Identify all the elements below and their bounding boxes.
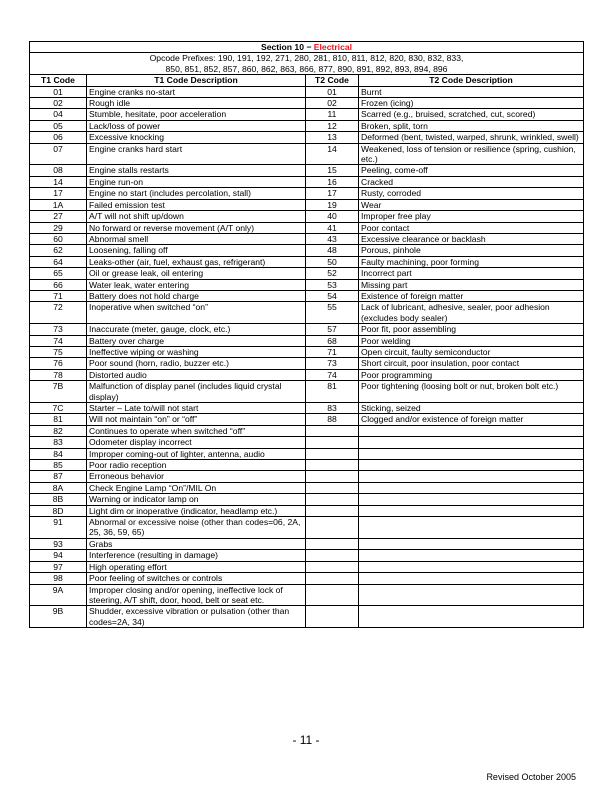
table-row bbox=[30, 233, 584, 244]
t1-description-cell: Abnormal smell bbox=[87, 233, 306, 244]
t2-code-cell: 12 bbox=[306, 120, 359, 131]
t2-code-cell: 71 bbox=[306, 346, 359, 357]
t2-code-cell bbox=[306, 494, 359, 505]
t1-description-cell: Rough idle bbox=[87, 98, 306, 109]
table-row bbox=[30, 279, 584, 290]
t1-code-cell: 66 bbox=[30, 279, 87, 290]
t1-description-cell: Improper coming-out of lighter, antenna, audio bbox=[87, 448, 306, 459]
t2-code-cell bbox=[306, 471, 359, 482]
t2-description-cell bbox=[359, 471, 584, 482]
t2-code-cell: 48 bbox=[306, 245, 359, 256]
t1-code-cell: 87 bbox=[30, 471, 87, 482]
t2-code-cell: 74 bbox=[306, 369, 359, 380]
t2-code-cell bbox=[306, 425, 359, 436]
t1-description-header: T1 Code Description bbox=[87, 75, 306, 86]
t2-code-cell: 02 bbox=[306, 98, 359, 109]
t2-code-cell bbox=[306, 584, 359, 606]
t1-code-cell: 74 bbox=[30, 335, 87, 346]
t1-code-cell: 8A bbox=[30, 482, 87, 493]
t2-description-cell bbox=[359, 517, 584, 539]
t2-description-cell: Cracked bbox=[359, 176, 584, 187]
t2-code-cell: 53 bbox=[306, 279, 359, 290]
t2-code-cell bbox=[306, 505, 359, 516]
t1-code-cell: 85 bbox=[30, 460, 87, 471]
t2-code-cell: 73 bbox=[306, 358, 359, 369]
t2-code-cell: 01 bbox=[306, 86, 359, 97]
revision-date: Revised October 2005 bbox=[486, 772, 576, 782]
t1-code-cell: 29 bbox=[30, 222, 87, 233]
table-row bbox=[30, 505, 584, 516]
t2-description-cell: Clogged and/or existence of foreign matter bbox=[359, 414, 584, 425]
t1-description-cell: Continues to operate when switched “off” bbox=[87, 425, 306, 436]
table-row bbox=[30, 290, 584, 301]
table-row bbox=[30, 211, 584, 222]
table-row bbox=[30, 165, 584, 176]
table-row bbox=[30, 550, 584, 561]
t2-description-cell: Peeling, come-off bbox=[359, 165, 584, 176]
t1-code-cell: 94 bbox=[30, 550, 87, 561]
table-row bbox=[30, 256, 584, 267]
t2-description-cell: Wear bbox=[359, 199, 584, 210]
t2-code-cell bbox=[306, 448, 359, 459]
t1-code-cell: 01 bbox=[30, 86, 87, 97]
t2-description-cell bbox=[359, 584, 584, 606]
t1-description-cell: Interference (resulting in damage) bbox=[87, 550, 306, 561]
table-row bbox=[30, 573, 584, 584]
table-row bbox=[30, 538, 584, 549]
opcode-prefixes-line-2: 850, 851, 852, 857, 860, 862, 863, 866, 877, 890, 891, 892, 893, 894, 896 bbox=[165, 63, 448, 74]
t1-description-cell: Grabs bbox=[87, 538, 306, 549]
t1-code-cell: 7C bbox=[30, 403, 87, 414]
t1-description-cell: Battery over charge bbox=[87, 335, 306, 346]
table-row bbox=[30, 199, 584, 210]
t2-description-cell: Open circuit, faulty semiconductor bbox=[359, 346, 584, 357]
t2-code-cell: 14 bbox=[306, 143, 359, 165]
t1-description-cell: Lack/loss of power bbox=[87, 120, 306, 131]
t1-code-cell: 75 bbox=[30, 346, 87, 357]
t1-code-cell: 1A bbox=[30, 199, 87, 210]
t2-description-cell: Poor programming bbox=[359, 369, 584, 380]
t1-description-cell: Stumble, hesitate, poor acceleration bbox=[87, 109, 306, 120]
t1-description-cell: Odometer display incorrect bbox=[87, 437, 306, 448]
t1-code-cell: 91 bbox=[30, 517, 87, 539]
table-row bbox=[30, 584, 584, 606]
t2-code-cell bbox=[306, 573, 359, 584]
table-row bbox=[30, 143, 584, 165]
page-number: - 11 - bbox=[292, 733, 320, 747]
t2-code-cell: 52 bbox=[306, 268, 359, 279]
t1-code-cell: 73 bbox=[30, 324, 87, 335]
t2-description-header: T2 Code Description bbox=[359, 75, 584, 86]
t1-description-cell: Warning or indicator lamp on bbox=[87, 494, 306, 505]
t1-description-cell: Shudder, excessive vibration or pulsation (other than codes=2A, 34) bbox=[87, 606, 306, 628]
t2-code-cell: 15 bbox=[306, 165, 359, 176]
t2-description-cell: Poor welding bbox=[359, 335, 584, 346]
t2-description-cell: Weakened, loss of tension or resilience (spring, cushion, etc.) bbox=[359, 143, 584, 165]
table-row bbox=[30, 132, 584, 143]
t1-description-cell: Inoperative when switched “on” bbox=[87, 302, 306, 324]
t2-description-cell bbox=[359, 606, 584, 628]
t2-description-cell: Short circuit, poor insulation, poor contact bbox=[359, 358, 584, 369]
t1-description-cell: Poor sound (horn, radio, buzzer etc.) bbox=[87, 358, 306, 369]
t2-description-cell bbox=[359, 494, 584, 505]
table-row bbox=[30, 561, 584, 572]
t2-code-header: T2 Code bbox=[306, 75, 359, 86]
t1-description-cell: Oil or grease leak, oil entering bbox=[87, 268, 306, 279]
table-row bbox=[30, 188, 584, 199]
electrical-code-table bbox=[29, 41, 584, 628]
table-row bbox=[30, 369, 584, 380]
t1-code-cell: 9A bbox=[30, 584, 87, 606]
table-row bbox=[30, 606, 584, 628]
t1-code-cell: 82 bbox=[30, 425, 87, 436]
t1-description-cell: Engine cranks hard start bbox=[87, 143, 306, 165]
table-row bbox=[30, 86, 584, 97]
t2-description-cell bbox=[359, 573, 584, 584]
t2-description-cell: Lack of lubricant, adhesive, sealer, poor adhesion (excludes body sealer) bbox=[359, 302, 584, 324]
t1-code-cell: 14 bbox=[30, 176, 87, 187]
t1-description-cell: Loosening, falling off bbox=[87, 245, 306, 256]
t1-description-cell: Poor feeling of switches or controls bbox=[87, 573, 306, 584]
table-row bbox=[30, 381, 584, 403]
t1-code-cell: 06 bbox=[30, 132, 87, 143]
t2-description-cell: Improper free play bbox=[359, 211, 584, 222]
t2-code-cell: 11 bbox=[306, 109, 359, 120]
t2-code-cell: 50 bbox=[306, 256, 359, 267]
t1-code-cell: 83 bbox=[30, 437, 87, 448]
t2-code-cell: 16 bbox=[306, 176, 359, 187]
t2-description-cell bbox=[359, 505, 584, 516]
t1-description-cell: Engine cranks no-start bbox=[87, 86, 306, 97]
t2-code-cell: 68 bbox=[306, 335, 359, 346]
t1-description-cell: Light dim or inoperative (indicator, headlamp etc.) bbox=[87, 505, 306, 516]
t2-code-cell: 54 bbox=[306, 290, 359, 301]
t1-description-cell: No forward or reverse movement (A/T only) bbox=[87, 222, 306, 233]
table-row bbox=[30, 335, 584, 346]
table-row bbox=[30, 517, 584, 539]
table-row bbox=[30, 448, 584, 459]
t2-description-cell: Missing part bbox=[359, 279, 584, 290]
table-row bbox=[30, 245, 584, 256]
t1-description-cell: Engine no start (includes percolation, stall) bbox=[87, 188, 306, 199]
t1-description-cell: High operating effort bbox=[87, 561, 306, 572]
table-row bbox=[30, 98, 584, 109]
t1-code-header: T1 Code bbox=[30, 75, 87, 86]
t2-code-cell: 43 bbox=[306, 233, 359, 244]
t1-code-cell: 84 bbox=[30, 448, 87, 459]
t1-code-cell: 78 bbox=[30, 369, 87, 380]
t1-description-cell: Engine run-on bbox=[87, 176, 306, 187]
table-row bbox=[30, 268, 584, 279]
t1-description-cell: Excessive knocking bbox=[87, 132, 306, 143]
t1-code-cell: 8B bbox=[30, 494, 87, 505]
t2-description-cell bbox=[359, 538, 584, 549]
t1-code-cell: 71 bbox=[30, 290, 87, 301]
t1-description-cell: Will not maintain “on” or “off” bbox=[87, 414, 306, 425]
table-row bbox=[30, 437, 584, 448]
table-row bbox=[30, 109, 584, 120]
t2-description-cell: Porous, pinhole bbox=[359, 245, 584, 256]
t2-description-cell: Rusty, corroded bbox=[359, 188, 584, 199]
t2-code-cell: 55 bbox=[306, 302, 359, 324]
table-row bbox=[30, 176, 584, 187]
t2-code-cell bbox=[306, 517, 359, 539]
t1-code-cell: 98 bbox=[30, 573, 87, 584]
t2-description-cell: Poor tightening (loosing bolt or nut, broken bolt etc.) bbox=[359, 381, 584, 403]
t2-description-cell bbox=[359, 550, 584, 561]
t1-description-cell: Battery does not hold charge bbox=[87, 290, 306, 301]
table-row bbox=[30, 482, 584, 493]
t1-code-cell: 07 bbox=[30, 143, 87, 165]
t2-code-cell: 17 bbox=[306, 188, 359, 199]
section-heading bbox=[30, 42, 584, 53]
t2-description-cell bbox=[359, 425, 584, 436]
t2-code-cell: 88 bbox=[306, 414, 359, 425]
t1-description-cell: Malfunction of display panel (includes liquid crystal display) bbox=[87, 381, 306, 403]
t2-description-cell: Poor fit, poor assembling bbox=[359, 324, 584, 335]
t1-description-cell: Distorted audio bbox=[87, 369, 306, 380]
t1-code-cell: 93 bbox=[30, 538, 87, 549]
t1-code-cell: 97 bbox=[30, 561, 87, 572]
table-row bbox=[30, 120, 584, 131]
t2-description-cell: Scarred (e.g., bruised, scratched, cut, scored) bbox=[359, 109, 584, 120]
t1-code-cell: 81 bbox=[30, 414, 87, 425]
table-row bbox=[30, 324, 584, 335]
t2-description-cell bbox=[359, 482, 584, 493]
table-row bbox=[30, 222, 584, 233]
t1-description-cell: Check Engine Lamp “On”/MIL On bbox=[87, 482, 306, 493]
t2-description-cell: Faulty machining, poor forming bbox=[359, 256, 584, 267]
t2-code-cell: 81 bbox=[306, 381, 359, 403]
code-rows bbox=[30, 86, 584, 628]
t1-description-cell: Starter – Late to/will not start bbox=[87, 403, 306, 414]
t1-description-cell: Poor radio reception bbox=[87, 460, 306, 471]
t1-description-cell: Abnormal or excessive noise (other than codes=06, 2A, 25, 36, 59, 65) bbox=[87, 517, 306, 539]
t1-code-cell: 9B bbox=[30, 606, 87, 628]
t1-description-cell: Engine stalls restarts bbox=[87, 165, 306, 176]
t2-code-cell: 83 bbox=[306, 403, 359, 414]
t1-description-cell: Water leak, water entering bbox=[87, 279, 306, 290]
t1-code-cell: 17 bbox=[30, 188, 87, 199]
opcode-prefixes-line-1: Opcode Prefixes: 190, 191, 192, 271, 280, 281, 810, 811, 812, 820, 830, 832, 833, bbox=[149, 53, 464, 64]
table-row bbox=[30, 414, 584, 425]
t1-code-cell: 76 bbox=[30, 358, 87, 369]
t1-description-cell: Inaccurate (meter, gauge, clock, etc.) bbox=[87, 324, 306, 335]
table-row bbox=[30, 302, 584, 324]
table-row bbox=[30, 403, 584, 414]
t1-code-cell: 62 bbox=[30, 245, 87, 256]
t2-description-cell: Poor contact bbox=[359, 222, 584, 233]
t1-description-cell: Improper closing and/or opening, ineffective lock of steering, A/T shift, door, hood, belt or seat etc. bbox=[87, 584, 306, 606]
table-row bbox=[30, 425, 584, 436]
t2-description-cell: Incorrect part bbox=[359, 268, 584, 279]
t1-code-cell: 08 bbox=[30, 165, 87, 176]
section-title: Section 10 − bbox=[261, 42, 312, 52]
t2-code-cell bbox=[306, 561, 359, 572]
t2-description-cell bbox=[359, 448, 584, 459]
t2-code-cell bbox=[306, 482, 359, 493]
t2-description-cell: Sticking, seized bbox=[359, 403, 584, 414]
t2-description-cell bbox=[359, 460, 584, 471]
t2-code-cell bbox=[306, 538, 359, 549]
t1-description-cell: Ineffective wiping or washing bbox=[87, 346, 306, 357]
t2-description-cell bbox=[359, 561, 584, 572]
t1-code-cell: 02 bbox=[30, 98, 87, 109]
t2-description-cell: Deformed (bent, twisted, warped, shrunk, wrinkled, swell) bbox=[359, 132, 584, 143]
t1-code-cell: 64 bbox=[30, 256, 87, 267]
t1-description-cell: Erroneous behavior bbox=[87, 471, 306, 482]
table-row bbox=[30, 460, 584, 471]
t1-code-cell: 65 bbox=[30, 268, 87, 279]
t1-description-cell: A/T will not shift up/down bbox=[87, 211, 306, 222]
t2-code-cell: 40 bbox=[306, 211, 359, 222]
t1-code-cell: 7B bbox=[30, 381, 87, 403]
t2-code-cell: 19 bbox=[306, 199, 359, 210]
t2-description-cell: Existence of foreign matter bbox=[359, 290, 584, 301]
t2-code-cell bbox=[306, 550, 359, 561]
t2-code-cell: 13 bbox=[306, 132, 359, 143]
table-row bbox=[30, 494, 584, 505]
t2-description-cell: Broken, split, torn bbox=[359, 120, 584, 131]
table-row bbox=[30, 471, 584, 482]
t1-code-cell: 72 bbox=[30, 302, 87, 324]
table-row bbox=[30, 358, 584, 369]
table-row bbox=[30, 346, 584, 357]
t1-code-cell: 05 bbox=[30, 120, 87, 131]
t2-code-cell: 41 bbox=[306, 222, 359, 233]
t1-description-cell: Failed emission test bbox=[87, 199, 306, 210]
t1-code-cell: 8D bbox=[30, 505, 87, 516]
t1-description-cell: Leaks-other (air, fuel, exhaust gas, refrigerant) bbox=[87, 256, 306, 267]
t2-code-cell bbox=[306, 460, 359, 471]
t2-description-cell bbox=[359, 437, 584, 448]
t1-code-cell: 04 bbox=[30, 109, 87, 120]
t1-code-cell: 27 bbox=[30, 211, 87, 222]
t2-code-cell bbox=[306, 606, 359, 628]
opcode-prefixes bbox=[30, 53, 584, 75]
t2-description-cell: Excessive clearance or backlash bbox=[359, 233, 584, 244]
t2-code-cell: 57 bbox=[306, 324, 359, 335]
t2-description-cell: Burnt bbox=[359, 86, 584, 97]
t1-code-cell: 60 bbox=[30, 233, 87, 244]
section-name: Electrical bbox=[313, 42, 353, 52]
t2-code-cell bbox=[306, 437, 359, 448]
t2-description-cell: Frozen (icing) bbox=[359, 98, 584, 109]
